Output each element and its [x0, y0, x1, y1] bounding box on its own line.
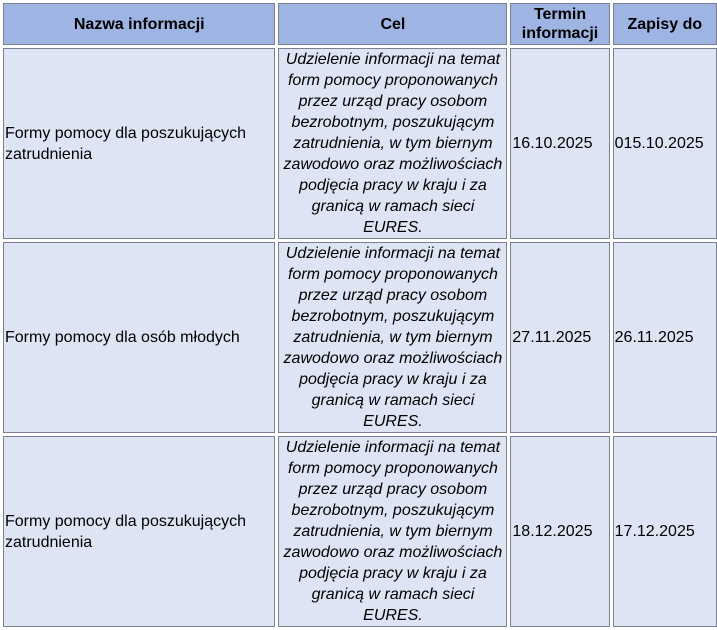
- column-header-goal: Cel: [278, 3, 507, 45]
- row-deadline-cell: 17.12.2025: [613, 436, 717, 627]
- table-row: [3, 48, 717, 239]
- row-goal-cell: Udzielenie informacji na temat form pomocy proponowanych przez urząd pracy osobom bezrobotnym, poszukującym zatrudnienia, w tym biernym zawodowo oraz możliwościach podjęcia pracy w kraju i za granicą w ramach sieci EURES.: [278, 242, 507, 433]
- column-header-name: Nazwa informacji: [3, 3, 275, 45]
- row-date-cell: 18.12.2025: [510, 436, 609, 627]
- row-name-cell: Formy pomocy dla osób młodych: [3, 242, 275, 433]
- row-name-cell: Formy pomocy dla poszukujących zatrudnienia: [3, 436, 275, 627]
- row-date-cell: 16.10.2025: [510, 48, 609, 239]
- row-date-cell: 27.11.2025: [510, 242, 609, 433]
- table-header-row: [3, 3, 717, 45]
- row-goal-cell: Udzielenie informacji na temat form pomocy proponowanych przez urząd pracy osobom bezrobotnym, poszukującym zatrudnienia, w tym biernym zawodowo oraz możliwościach podjęcia pracy w kraju i za granicą w ramach sieci EURES.: [278, 48, 507, 239]
- row-deadline-cell: 015.10.2025: [613, 48, 717, 239]
- column-header-deadline: Zapisy do: [613, 3, 717, 45]
- row-deadline-cell: 26.11.2025: [613, 242, 717, 433]
- table-row: [3, 242, 717, 433]
- row-goal-cell: Udzielenie informacji na temat form pomocy proponowanych przez urząd pracy osobom bezrobotnym, poszukującym zatrudnienia, w tym biernym zawodowo oraz możliwościach podjęcia pracy w kraju i za granicą w ramach sieci EURES.: [278, 436, 507, 627]
- column-header-date: Termin informacji: [510, 3, 609, 45]
- row-name-cell: Formy pomocy dla poszukujących zatrudnienia: [3, 48, 275, 239]
- table-row: [3, 436, 717, 627]
